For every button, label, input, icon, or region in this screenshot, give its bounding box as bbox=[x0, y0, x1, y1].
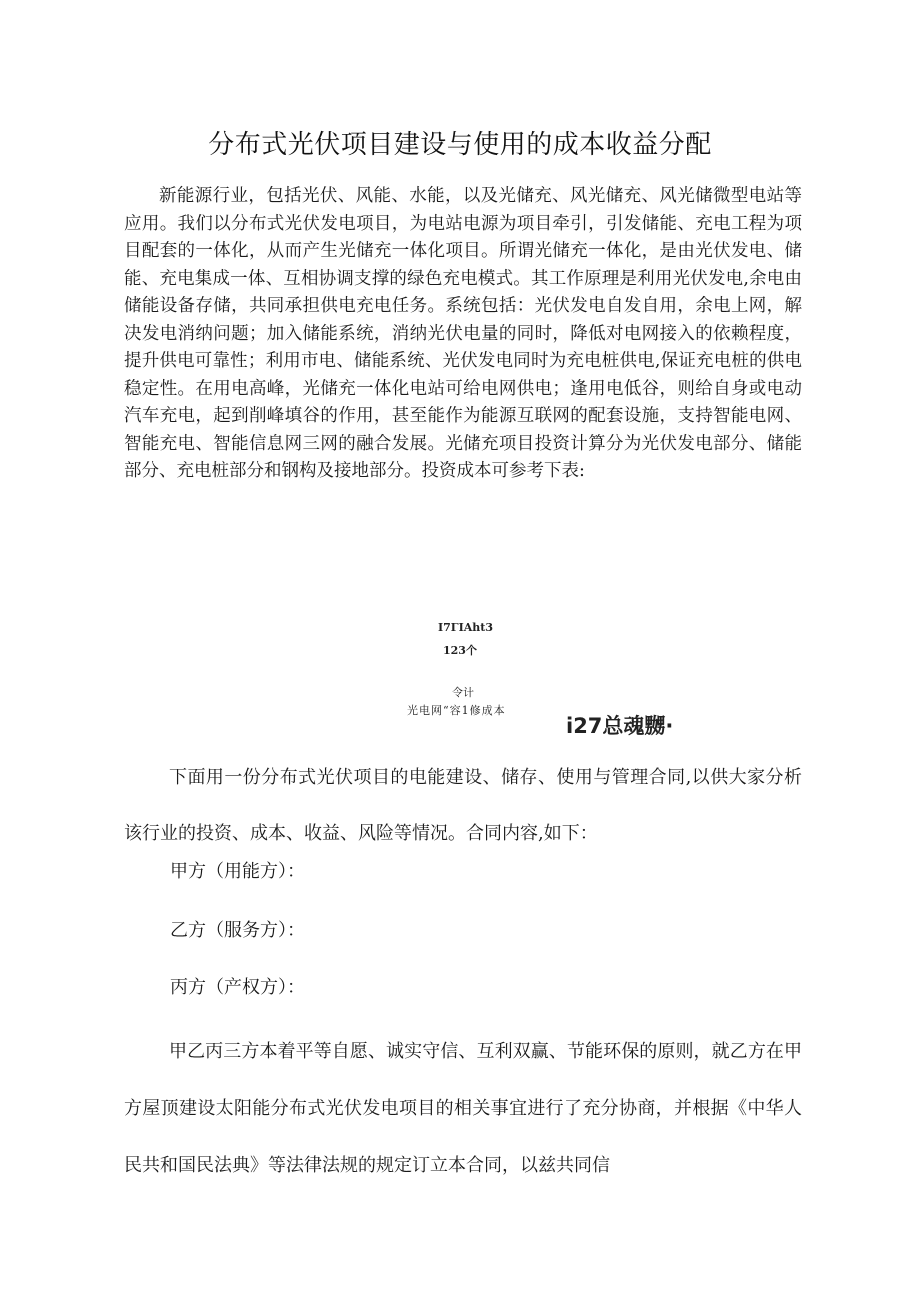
table-ocr-line: 光电网“容1修成本 bbox=[407, 704, 506, 717]
table-ocr-total: i27总魂嬲· bbox=[566, 714, 674, 738]
table-ocr-line: 123个 bbox=[443, 644, 477, 657]
intro-paragraph: 新能源行业，包括光伏、风能、水能，以及光储充、风光储充、风光储微型电站等应用。我们以分布式光伏发电项目，为电站电源为项目牵引，引发储能、充电工程为项目配套的一体化，从而产生光储充一体化项目。所谓光储充一体化，是由光伏发电、储能、充电集成一体、互相协调支撑的绿色充电模式。其工作原理是利用光伏发电,余电由储能设备存储，共同承担供电充电任务。系统包括：光伏发电自发自用，余电上网，解决发电消纳问题；加入储能系统，消纳光伏电量的同时，降低对电网接入的依赖程度，提升供电可靠性；利用市电、储能系统、光伏发电同时为充电桩供电,保证充电桩的供电稳定性。在用电高峰，光储充一体化电站可给电网供电；逢用电低谷，则给自身或电动汽车充电，起到削峰填谷的作用，甚至能作为能源互联网的配套设施，支持智能电网、智能充电、智能信息网三网的融合发展。光储充项目投资计算分为光伏发电部分、储能部分、充电桩部分和钢构及接地部分。投资成本可参考下表: bbox=[124, 186, 802, 481]
principles-paragraph: 甲乙丙三方本着平等自愿、诚实守信、互利双赢、节能环保的原则，就乙方在甲方屋顶建设太阳能分布式光伏发电项目的相关事宜进行了充分协商，并根据《中华人民共和国民法典》等法律法规的规定订立本合同，以兹共同信 bbox=[124, 1041, 802, 1176]
document-title: 分布式光伏项目建设与使用的成本收益分配 bbox=[208, 130, 712, 160]
table-ocr-line: I7ΓIAht3 bbox=[438, 621, 494, 634]
contract-intro-paragraph: 下面用一份分布式光伏项目的电能建设、储存、使用与管理合同,以供大家分析该行业的投资、成本、收益、风险等情况。合同内容,如下： bbox=[124, 767, 802, 844]
party-b-label: 乙方（服务方）： bbox=[170, 920, 305, 941]
table-ocr-line: 令计 bbox=[452, 686, 474, 699]
party-a-label: 甲方（用能方）： bbox=[170, 861, 305, 882]
party-c-label: 丙方（产权方）： bbox=[170, 977, 305, 998]
